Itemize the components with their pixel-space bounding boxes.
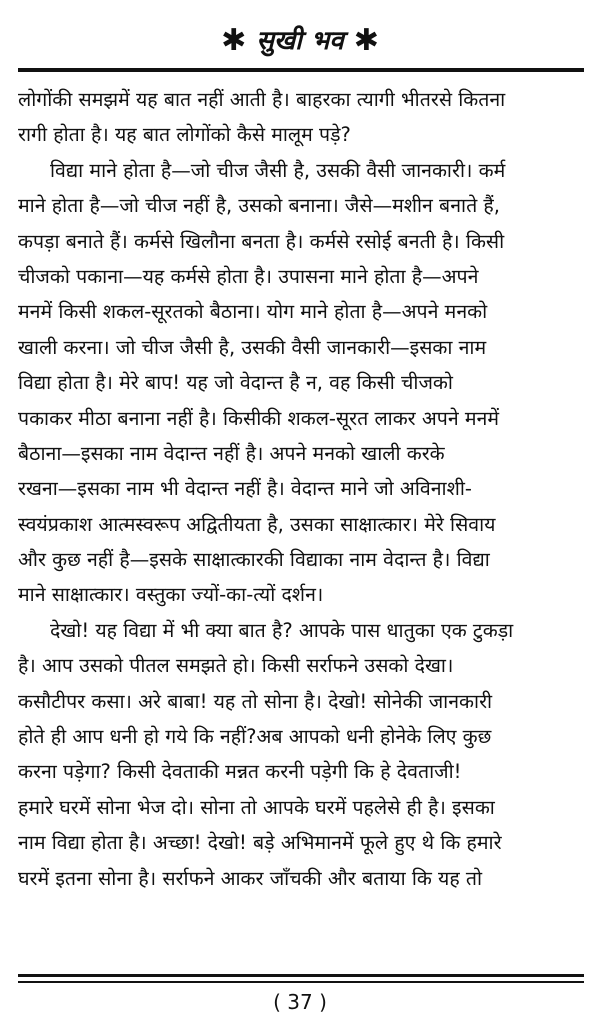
header-rule: [18, 68, 584, 72]
page-number: ( 37 ): [273, 990, 327, 1014]
text-line: मनमें किसी शकल-सूरतको बैठाना। योग माने होता है—अपने मनको: [18, 300, 488, 324]
text-line: कपड़ा बनाते हैं। कर्मसे खिलौना बनता है। कर्मसे रसोई बनती है। किसी: [18, 229, 505, 253]
footer-rule-thin: [18, 981, 584, 983]
running-header: [0, 18, 600, 64]
asterisk-icon-left: ✱: [221, 23, 247, 58]
text-line: माने होता है—जो चीज नहीं है, उसको बनाना। जैसे—मशीन बनाते हैं,: [18, 194, 500, 218]
text-line: देखो! यह विद्या में भी क्या बात है? आपके पास धातुका एक टुकड़ा: [50, 618, 514, 642]
text-line: बैठाना—इसका नाम वेदान्त नहीं है। अपने मनको खाली करके: [18, 441, 445, 465]
text-line: रागी होता है। यह बात लोगोंको कैसे मालूम पड़े?: [18, 123, 351, 147]
text-line: और कुछ नहीं है—इसके साक्षात्कारकी विद्याका नाम वेदान्त है। विद्या: [18, 548, 490, 572]
text-line: लोगोंकी समझमें यह बात नहीं आती है। बाहरका त्यागी भीतरसे कितना: [18, 88, 506, 111]
text-line: होते ही आप धनी हो गये कि नहीं?अब आपको धनी होनेके लिए कुछ: [18, 725, 492, 749]
text-line: हमारे घरमें सोना भेज दो। सोना तो आपके घरमें पहलेसे ही है। इसका: [18, 795, 495, 819]
text-line: घरमें इतना सोना है। सर्राफने आकर जाँचकी और बताया कि यह तो: [18, 866, 483, 890]
text-line: कसौटीपर कसा। अरे बाबा! यह तो सोना है। देखो! सोनेकी जानकारी: [18, 689, 493, 713]
text-line: माने साक्षात्कार। वस्तुका ज्यों-का-त्यों दर्शन।: [18, 583, 324, 607]
text-line: विद्या माने होता है—जो चीज जैसी है, उसकी वैसी जानकारी। कर्म: [50, 158, 506, 182]
text-line: विद्या होता है। मेरे बाप! यह जो वेदान्त है न, वह किसी चीजको: [18, 371, 453, 395]
footer-rule-thick: [18, 974, 584, 977]
text-line: स्वयंप्रकाश आत्मस्वरूप अद्वितीयता है, उसका साक्षात्कार। मेरे सिवाय: [18, 512, 496, 536]
asterisk-icon-right: ✱: [353, 23, 379, 58]
text-line: नाम विद्या होता है। अच्छा! देखो! बड़े अभिमानमें फूले हुए थे कि हमारे: [18, 831, 502, 855]
text-line: खाली करना। जो चीज जैसी है, उसकी वैसी जानकारी—इसका नाम: [18, 335, 487, 359]
text-line: चीजको पकाना—यह कर्मसे होता है। उपासना माने होता है—अपने: [18, 264, 479, 288]
text-line: करना पड़ेगा? किसी देवताकी मन्नत करनी पड़ेगी कि हे देवताजी!: [18, 760, 462, 784]
text-line: पकाकर मीठा बनाना नहीं है। किसीकी शकल-सूरत लाकर अपने मनमें: [18, 406, 500, 430]
text-line: रखना—इसका नाम भी वेदान्त नहीं है। वेदान्त माने जो अविनाशी-: [18, 477, 472, 501]
body-text: [18, 82, 584, 896]
header-title: सुखी भव: [256, 26, 344, 56]
text-line: है। आप उसको पीतल समझते हो। किसी सर्राफने उसको देखा।: [18, 654, 454, 678]
